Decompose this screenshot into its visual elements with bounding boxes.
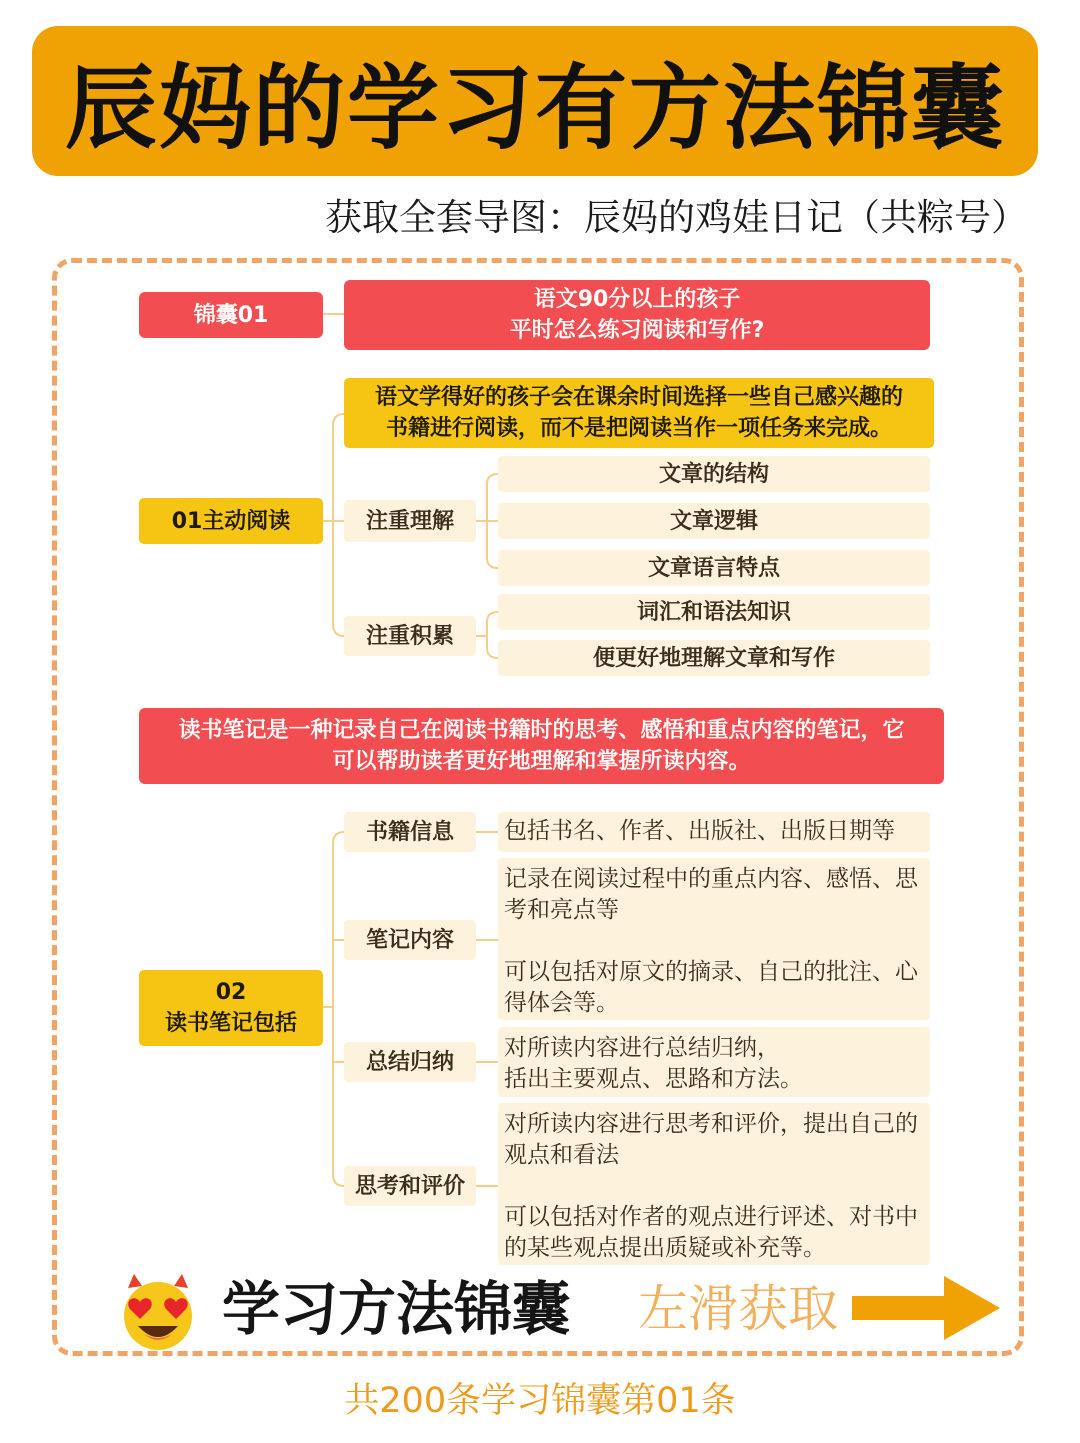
leaf-reflection-line1: 对所读内容进行思考和评价，提出自己的 <box>504 1111 918 1137</box>
section1-intro-line2: 书籍进行阅读，而不是把阅读当作一项任务来完成。 <box>385 416 892 441</box>
section2-label-line1: 02 <box>215 980 247 1005</box>
leaf-note-content-line4: 得体会等。 <box>504 990 619 1016</box>
page-title: 辰妈的学习有方法锦囊 <box>64 55 1005 162</box>
leaf-language: 文章语言特点 <box>498 550 930 586</box>
section2-intro <box>139 708 944 784</box>
connector-b2-bracket <box>487 612 498 658</box>
section1-intro <box>344 378 934 448</box>
branch-book-info: 书籍信息 <box>344 812 476 852</box>
leaf-note-content <box>498 858 930 1020</box>
bottom-title: 学习方法锦囊 <box>222 1275 571 1343</box>
leaf-reflection-line4: 的某些观点提出质疑或补充等。 <box>504 1235 826 1261</box>
connector-s1-bracket <box>333 414 344 636</box>
section2-label-line2: 读书笔记包括 <box>164 1011 297 1036</box>
right-arrow-icon[interactable] <box>852 1276 1000 1340</box>
leaf-summary <box>498 1027 930 1097</box>
branch-reflection: 思考和评价 <box>344 1166 476 1206</box>
tip-label: 锦囊01 <box>139 292 323 338</box>
leaf-reflection-line2: 观点和看法 <box>504 1142 619 1168</box>
leaf-reflection <box>498 1103 930 1265</box>
leaf-note-content-line1: 记录在阅读过程中的重点内容、感悟、思 <box>504 866 918 892</box>
branch-accumulation: 注重积累 <box>344 616 476 656</box>
section1-label: 01主动阅读 <box>139 498 323 544</box>
tip-question <box>344 280 930 350</box>
heart-eyes-emoji-icon <box>118 1270 198 1352</box>
branch-note-content: 笔记内容 <box>344 920 476 960</box>
section2-label <box>139 970 323 1046</box>
leaf-vocabulary: 词汇和语法知识 <box>498 594 930 630</box>
footer-counter: 共200条学习锦囊第01条 <box>344 1381 736 1421</box>
leaf-summary-line1: 对所读内容进行总结归纳， <box>504 1035 780 1061</box>
leaf-book-info-line1: 包括书名、作者、出版社、出版日期等 <box>504 818 895 844</box>
subtitle: 获取全套导图：辰妈的鸡娃日记（共粽号） <box>325 196 1028 239</box>
section1-intro-line1: 语文学得好的孩子会在课余时间选择一些自己感兴趣的 <box>374 385 903 410</box>
tip-question-line2: 平时怎么练习阅读和写作? <box>509 318 765 343</box>
connector-s2-bracket <box>333 832 344 1186</box>
leaf-reflection-line3: 可以包括对作者的观点进行评述、对书中 <box>504 1204 918 1230</box>
section2-intro-line1: 读书笔记是一种记录自己在阅读书籍时的思考、感悟和重点内容的笔记，它 <box>178 718 905 743</box>
leaf-logic: 文章逻辑 <box>498 503 930 539</box>
leaf-note-content-line2: 考和亮点等 <box>504 897 619 923</box>
swipe-hint: 左滑获取 <box>638 1280 838 1338</box>
branch-summary: 总结归纳 <box>344 1042 476 1082</box>
leaf-book-info <box>498 812 930 852</box>
tip-question-line1: 语文90分以上的孩子 <box>533 287 741 312</box>
leaf-note-content-line3: 可以包括对原文的摘录、自己的批注、心 <box>504 959 918 985</box>
leaf-summary-line2: 括出主要观点、思路和方法。 <box>504 1066 803 1092</box>
leaf-structure: 文章的结构 <box>498 456 930 492</box>
branch-understanding: 注重理解 <box>344 500 476 542</box>
section2-intro-line2: 可以帮助读者更好地理解和掌握所读内容。 <box>332 749 751 774</box>
leaf-writing: 便更好地理解文章和写作 <box>498 640 930 676</box>
